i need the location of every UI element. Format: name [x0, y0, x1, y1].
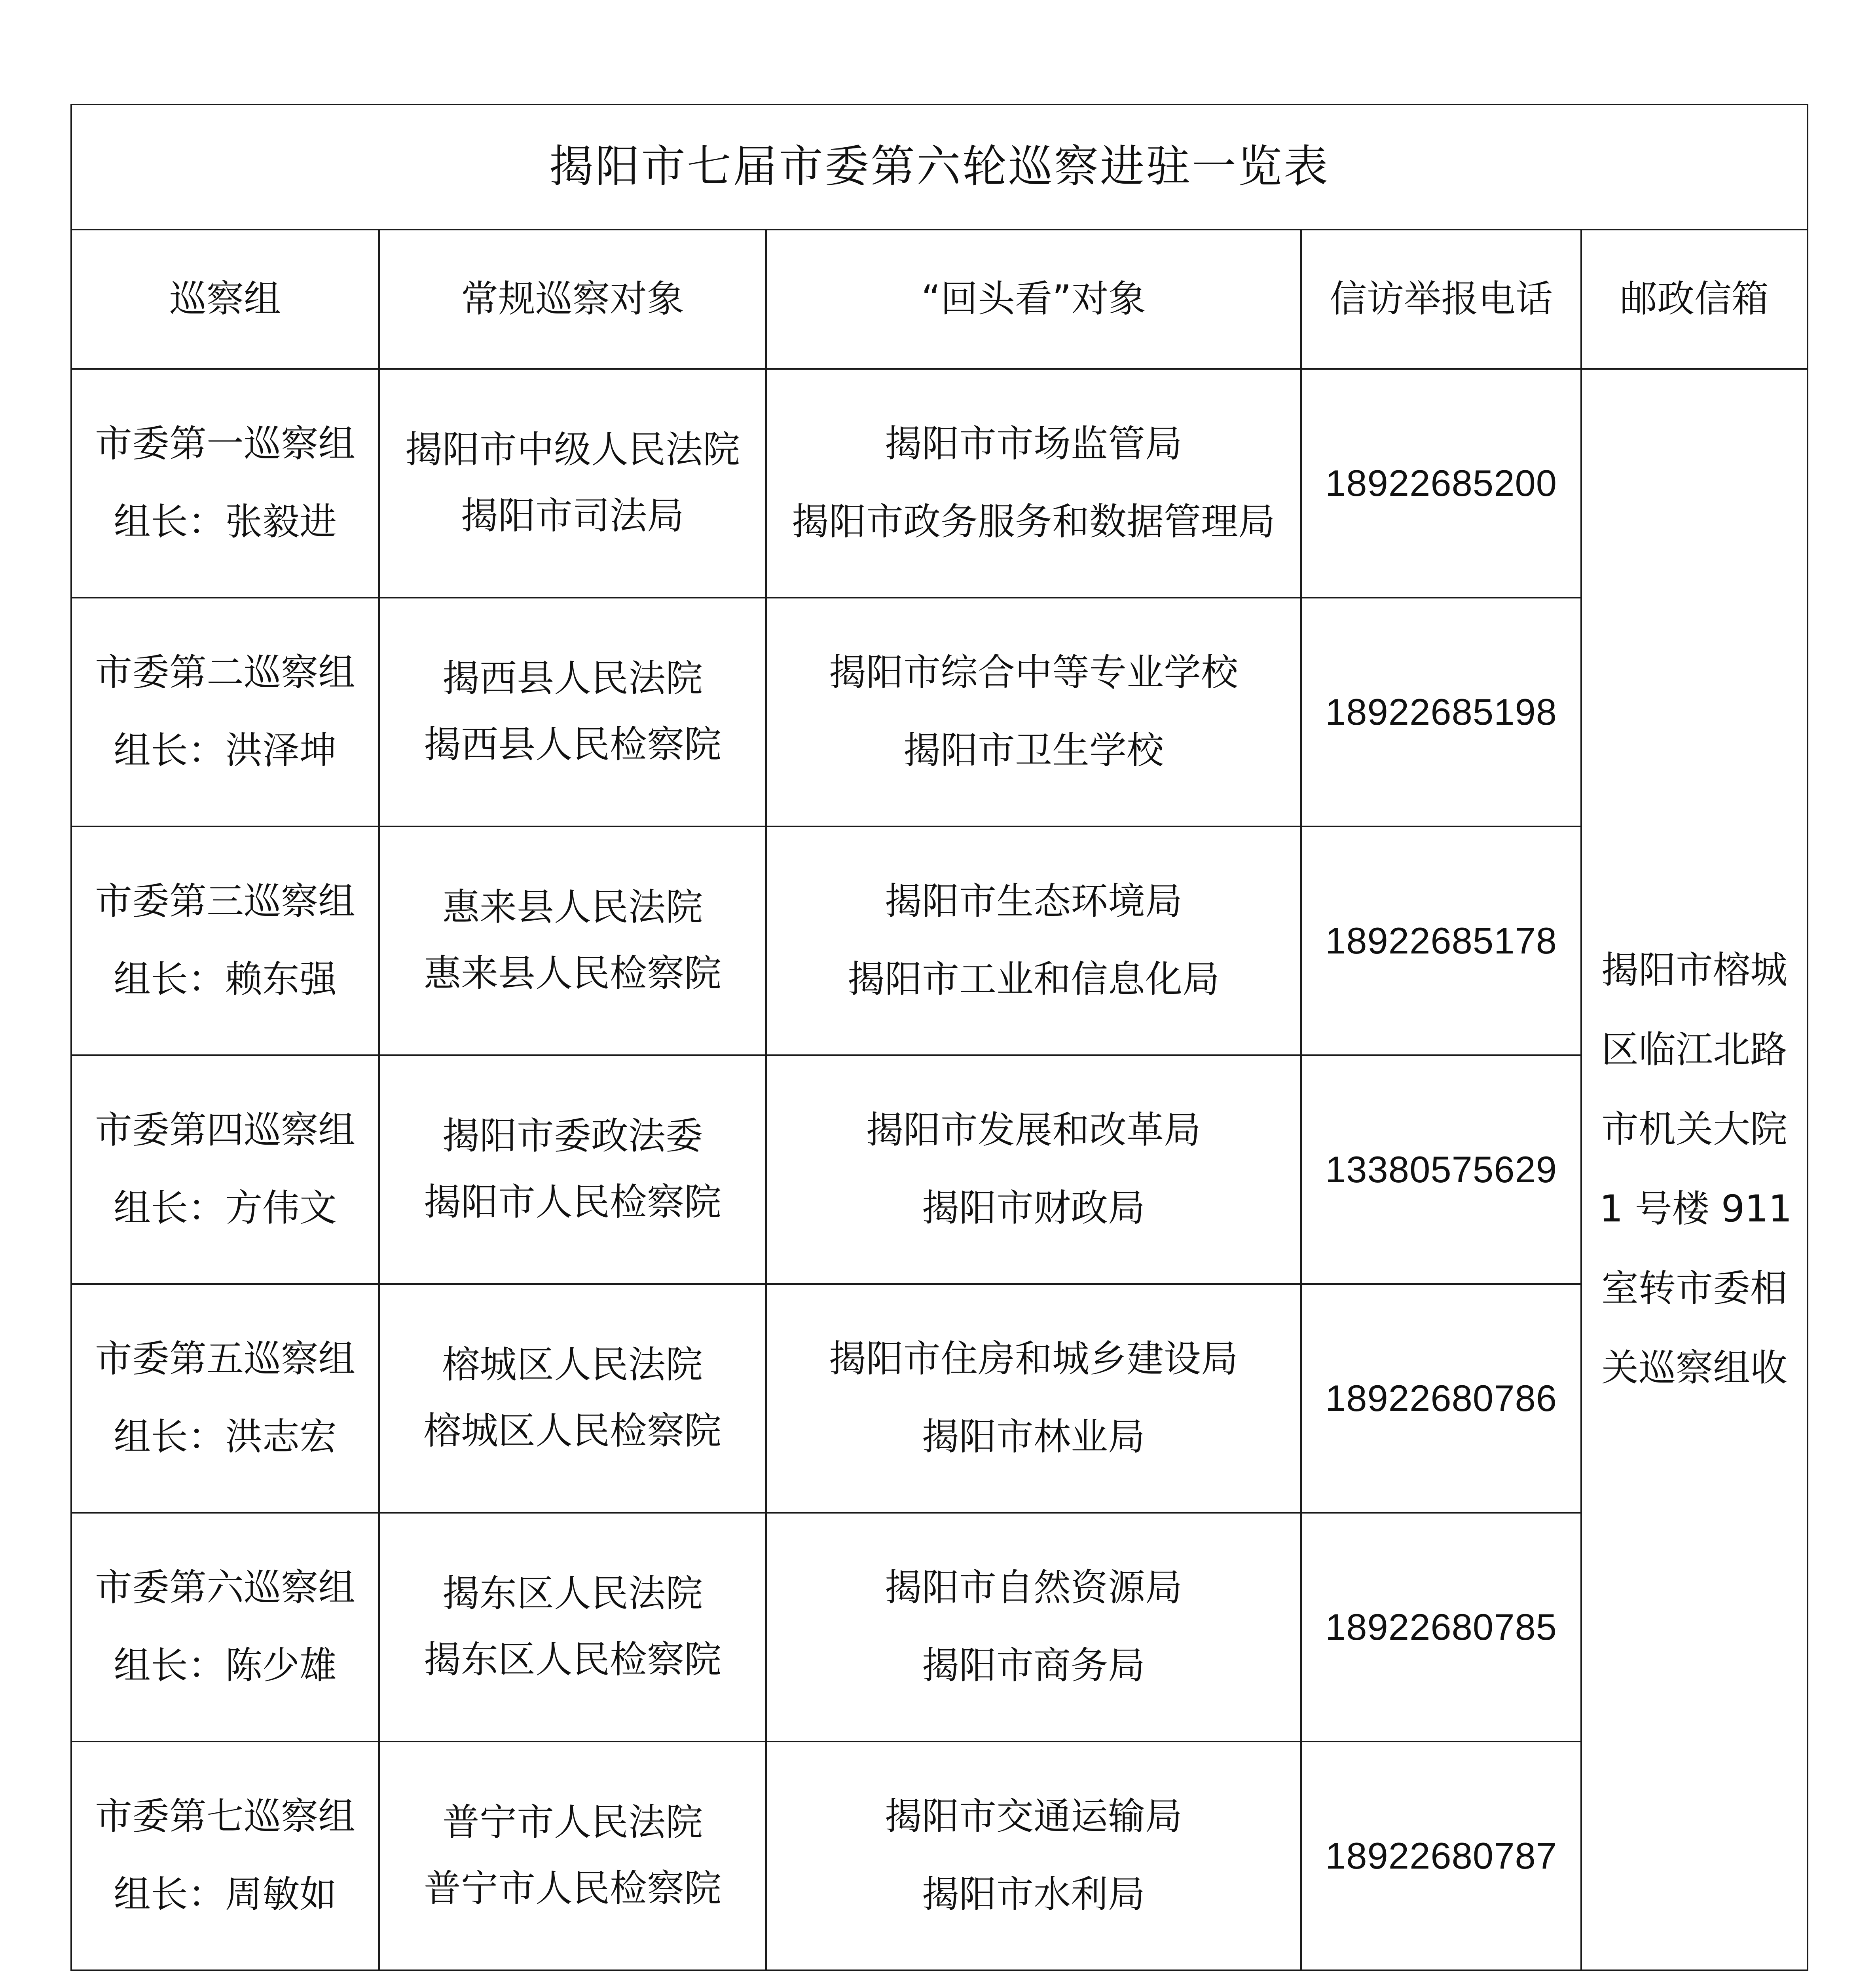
- phone-number: 13380575629: [1301, 1055, 1581, 1284]
- regular-target: 揭阳市中级人民法院: [405, 428, 740, 472]
- header-phone: 信访举报电话: [1301, 230, 1581, 369]
- lookback-target: 揭阳市住房和城乡建设局: [829, 1337, 1238, 1381]
- lookback-target: 揭阳市水利局: [922, 1873, 1145, 1916]
- regular-target: 榕城区人民检察院: [423, 1409, 721, 1453]
- mailbox-line: 区临江北路: [1601, 1028, 1788, 1072]
- mailbox-line: 揭阳市榕城: [1601, 949, 1788, 992]
- mailbox-line: 室转市委相: [1601, 1267, 1788, 1310]
- header-regular-targets: 常规巡察对象: [379, 230, 766, 369]
- group-cell: [71, 598, 379, 826]
- group-leader: 组长：洪泽坤: [113, 729, 337, 772]
- header-group: 巡察组: [71, 230, 379, 369]
- table-row: [71, 826, 1808, 1055]
- lookback-target: 揭阳市政务服务和数据管理局: [791, 500, 1275, 543]
- group-leader: 组长：陈少雄: [113, 1644, 337, 1687]
- lookback-target: 揭阳市交通运输局: [884, 1795, 1182, 1838]
- regular-targets-cell: [379, 1742, 766, 1970]
- group-cell: [71, 1513, 379, 1742]
- group-leader: 组长：洪志宏: [113, 1415, 337, 1459]
- table-row: [71, 598, 1808, 826]
- mailbox-address: [1581, 369, 1808, 1970]
- header-lookback-targets: “回头看”对象: [766, 230, 1301, 369]
- group-cell: [71, 1284, 379, 1513]
- group-cell: [71, 826, 379, 1055]
- group-leader: 组长：赖东强: [113, 958, 337, 1001]
- table-title: 揭阳市七届市委第六轮巡察进驻一览表: [71, 104, 1808, 230]
- group-name: 市委第六巡察组: [95, 1566, 355, 1610]
- group-name: 市委第三巡察组: [95, 880, 355, 923]
- lookback-target: 揭阳市生态环境局: [884, 880, 1182, 923]
- regular-target: 榕城区人民法院: [442, 1343, 703, 1387]
- mailbox-line: 1 号楼 911: [1599, 1187, 1792, 1231]
- lookback-target: 揭阳市发展和改革局: [866, 1109, 1201, 1152]
- group-cell: [71, 1055, 379, 1284]
- regular-target: 惠来县人民检察院: [423, 952, 721, 995]
- lookback-targets-cell: [766, 1284, 1301, 1513]
- regular-targets-cell: [379, 1055, 766, 1284]
- group-name: 市委第七巡察组: [95, 1795, 355, 1838]
- table-row: [71, 1742, 1808, 1970]
- group-name: 市委第一巡察组: [95, 422, 355, 466]
- phone-number: 18922685178: [1301, 826, 1581, 1055]
- regular-targets-cell: [379, 1513, 766, 1742]
- lookback-target: 揭阳市工业和信息化局: [847, 958, 1220, 1001]
- title-row: [71, 104, 1808, 230]
- lookback-target: 揭阳市商务局: [922, 1644, 1145, 1687]
- lookback-target: 揭阳市林业局: [922, 1415, 1145, 1459]
- lookback-target: 揭阳市综合中等专业学校: [829, 651, 1238, 695]
- phone-number: 18922680785: [1301, 1513, 1581, 1742]
- phone-number: 18922685198: [1301, 598, 1581, 826]
- regular-target: 揭阳市司法局: [461, 494, 684, 537]
- regular-target: 揭西县人民法院: [442, 657, 703, 701]
- regular-target: 揭东区人民检察院: [423, 1638, 721, 1681]
- phone-number: 18922685200: [1301, 369, 1581, 598]
- table-row: [71, 1055, 1808, 1284]
- table-row: [71, 1513, 1808, 1742]
- lookback-targets-cell: [766, 1513, 1301, 1742]
- regular-target: 普宁市人民法院: [442, 1801, 703, 1844]
- group-leader: 组长：周敏如: [113, 1873, 337, 1916]
- group-leader: 组长：方伟文: [113, 1187, 337, 1230]
- header-mailbox: 邮政信箱: [1581, 230, 1808, 369]
- table-row: [71, 369, 1808, 598]
- header-row: [71, 230, 1808, 369]
- lookback-target: 揭阳市市场监管局: [884, 422, 1182, 466]
- regular-target: 普宁市人民检察院: [423, 1867, 721, 1910]
- phone-number: 18922680786: [1301, 1284, 1581, 1513]
- group-name: 市委第二巡察组: [95, 651, 355, 695]
- regular-target: 惠来县人民法院: [442, 886, 703, 929]
- lookback-targets-cell: [766, 1055, 1301, 1284]
- inspection-table: [70, 104, 1808, 1971]
- regular-target: 揭阳市委政法委: [442, 1115, 703, 1158]
- lookback-targets-cell: [766, 598, 1301, 826]
- group-name: 市委第五巡察组: [95, 1337, 355, 1381]
- group-cell: [71, 1742, 379, 1970]
- lookback-target: 揭阳市自然资源局: [884, 1566, 1182, 1610]
- regular-target: 揭西县人民检察院: [423, 723, 721, 766]
- table-row: [71, 1284, 1808, 1513]
- regular-targets-cell: [379, 826, 766, 1055]
- regular-targets-cell: [379, 1284, 766, 1513]
- phone-number: 18922680787: [1301, 1742, 1581, 1970]
- group-name: 市委第四巡察组: [95, 1109, 355, 1152]
- lookback-target: 揭阳市财政局: [922, 1187, 1145, 1230]
- group-leader: 组长：张毅进: [113, 500, 337, 543]
- mailbox-line: 关巡察组收: [1601, 1346, 1788, 1390]
- regular-targets-cell: [379, 598, 766, 826]
- regular-target: 揭阳市人民检察院: [423, 1181, 721, 1224]
- lookback-targets-cell: [766, 1742, 1301, 1970]
- group-cell: [71, 369, 379, 598]
- lookback-targets-cell: [766, 826, 1301, 1055]
- regular-target: 揭东区人民法院: [442, 1572, 703, 1616]
- lookback-targets-cell: [766, 369, 1301, 598]
- mailbox-line: 市机关大院: [1601, 1108, 1788, 1151]
- regular-targets-cell: [379, 369, 766, 598]
- lookback-target: 揭阳市卫生学校: [903, 729, 1164, 772]
